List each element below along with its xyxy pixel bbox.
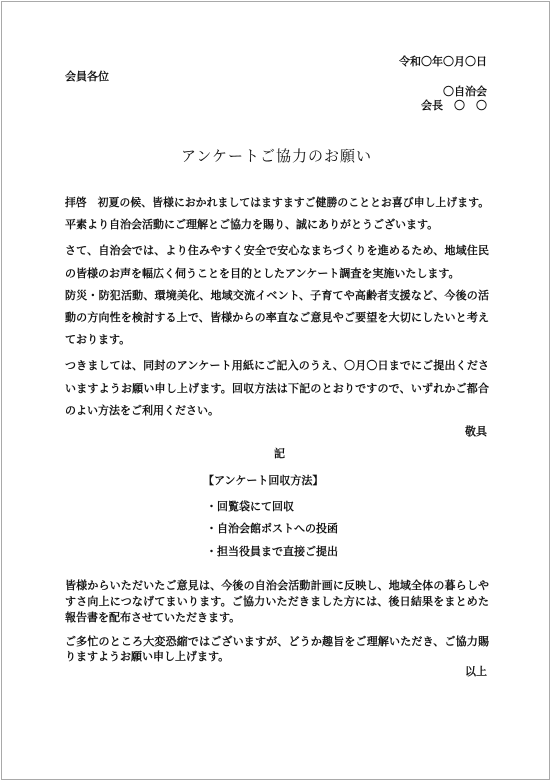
paragraph-line: つきましては、同封のアンケート用紙にご記入のうえ、〇月〇日までにご提出くださ bbox=[65, 359, 489, 372]
ki-label: 記 bbox=[274, 447, 285, 460]
ki-heading: 【アンケート回収方法】 bbox=[203, 474, 324, 487]
document-page bbox=[1, 1, 550, 780]
paragraph-line: すさ向上につなげてまいります。ご協力いただきました方には、後日結果をまとめた bbox=[65, 595, 489, 608]
paragraph-line: 防災・防犯活動、環境美化、地域交流イベント、子育てや高齢者支援など、今後の活 bbox=[65, 289, 489, 302]
paragraph-line: さて、自治会では、より住みやすく安全で安心なまちづくりを進めるため、地域住民 bbox=[65, 244, 489, 257]
ki-list-item: ・担当役員まで直接ご提出 bbox=[206, 545, 338, 558]
sender-name: 会長 〇 〇 bbox=[421, 99, 487, 112]
paragraph-line: 動の方向性を検討する上で、皆様からの率直なご意見やご要望を大切にしたいと考え bbox=[65, 311, 489, 324]
paragraph-line: 拝啓 初夏の候、皆様におかれましてはますますご健勝のこととお喜び申し上げます。 bbox=[65, 196, 489, 209]
paragraph-line: 報告書を配布させていただきます。 bbox=[65, 611, 241, 624]
document-date: 令和〇年〇月〇日 bbox=[399, 55, 487, 68]
closing-ijou: 以上 bbox=[465, 665, 487, 678]
paragraph-line: の皆様のお声を幅広く伺うことを目的としたアンケート調査を実施いたします。 bbox=[65, 267, 460, 280]
recipient: 会員各位 bbox=[65, 70, 109, 83]
paragraph-line: 平素より自治会活動にご理解とご協力を賜り、誠にありがとうございます。 bbox=[65, 218, 439, 231]
ki-list-item: ・回覧袋にて回収 bbox=[206, 500, 294, 513]
closing-keigu: 敬具 bbox=[465, 425, 487, 438]
paragraph-line: いますようお願い申し上げます。回収方法は下記のとおりですので、いずれかご都合 bbox=[65, 382, 489, 395]
document-title: アンケートご協力のお願い bbox=[180, 147, 373, 165]
paragraph-line: 皆様からいただいたご意見は、今後の自治会活動計画に反映し、地域全体の暮らしや bbox=[65, 579, 489, 592]
paragraph-line: りますようお願い申し上げます。 bbox=[65, 650, 230, 663]
sender-organization: 〇自治会 bbox=[443, 85, 487, 98]
paragraph-line: ております。 bbox=[65, 333, 131, 346]
paragraph-line: ご多忙のところ大変恐縮ではございますが、どうか趣旨をご理解いただき、ご協力賜 bbox=[65, 635, 489, 648]
paragraph-line: のよい方法をご利用ください。 bbox=[65, 404, 219, 417]
ki-list-item: ・自治会館ポストへの投函 bbox=[206, 522, 338, 535]
